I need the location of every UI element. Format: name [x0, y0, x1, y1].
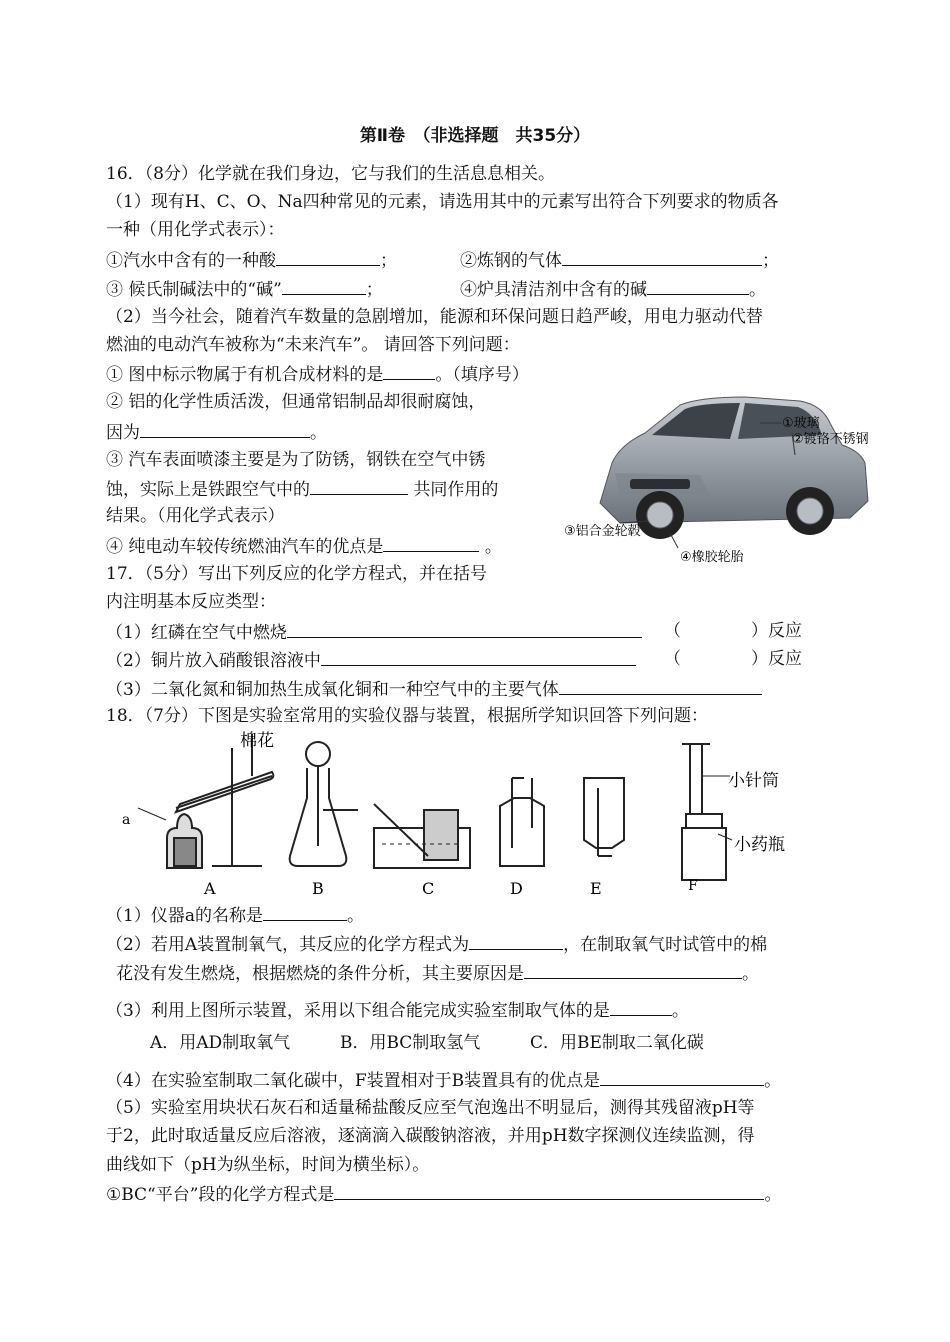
q16-item3: ③ 候氏制碱法中的“碱” ； — [106, 277, 383, 301]
q17-line2: 内注明基本反应类型： — [106, 592, 276, 612]
q18-part3: （3）利用上图所示装置，采用以下组合能完成实验室制取气体的是 。 — [106, 998, 689, 1022]
q16-part2-line1: （2）当今社会，随着汽车数量的急剧增加，能源和环保问题日趋严峻，用电力驱动代替 — [106, 307, 763, 327]
label-E: E — [590, 879, 602, 898]
answer-blank[interactable] — [610, 998, 672, 1016]
car-label-tire: ④橡胶轮胎 — [680, 550, 744, 565]
q16-sub4: ④ 纯电动车较传统燃油汽车的优点是 。 — [106, 534, 502, 558]
answer-blank[interactable] — [383, 534, 479, 552]
answer-blank[interactable] — [282, 277, 366, 295]
apparatus-figure — [112, 728, 832, 900]
answer-blank[interactable] — [524, 961, 742, 979]
answer-blank[interactable] — [383, 362, 435, 380]
q17-type2: （ ）反应 — [664, 649, 802, 669]
q18-part5-sub1: ①BC“平台”段的化学方程式是 。 — [106, 1182, 781, 1206]
q18-part5-line3: 曲线如下（pH为纵坐标，时间为横坐标）。 — [106, 1155, 430, 1175]
answer-blank[interactable] — [321, 648, 636, 666]
q16-sub2-line1: ② 铝的化学性质活泼，但通常铝制品却很耐腐蚀， — [106, 392, 486, 412]
q16-sub3-line3: 结果。（用化学式表示） — [106, 506, 285, 526]
q16-item4: ④炉具清洁剂中含有的碱 。 — [460, 277, 766, 301]
q16-sub3-line1: ③ 汽车表面喷漆主要是为了防锈，钢铁在空气中锈 — [106, 450, 486, 470]
label-C: C — [422, 879, 435, 898]
answer-blank[interactable] — [600, 1068, 764, 1086]
q18-part4: （4）在实验室制取二氧化碳中，F装置相对于B装置具有的优点是 。 — [106, 1068, 781, 1092]
answer-blank[interactable] — [562, 248, 762, 266]
q18-part2-line2: 花没有发生燃烧，根据燃烧的条件分析，其主要原因是 。 — [116, 961, 759, 985]
q16-sub3-line2: 蚀，实际上是铁跟空气中的 共同作用的 — [106, 477, 498, 501]
q18-part5-line1: （5）实验室用块状石灰石和适量稀盐酸反应至气泡逸出不明显后，测得其残留液pH等 — [106, 1098, 755, 1118]
answer-blank[interactable] — [140, 420, 310, 438]
label-a: a — [122, 812, 131, 828]
q17-reaction1: （1）红磷在空气中燃烧 — [106, 620, 642, 644]
car-label-wheel: ③铝合金轮毂 — [564, 524, 641, 539]
q16-stem: 16．（8分）化学就在我们身边，它与我们的生活息息相关。 — [106, 164, 555, 184]
answer-blank[interactable] — [276, 248, 380, 266]
car-figure — [560, 383, 900, 568]
q16-part1-line2: 一种（用化学式表示）： — [106, 220, 285, 240]
q17-reaction3: （3）二氧化氮和铜加热生成氧化铜和一种空气中的主要气体 — [106, 677, 762, 701]
answer-blank[interactable] — [334, 1182, 764, 1200]
q17-type1: （ ）反应 — [664, 621, 802, 641]
label-F: F — [688, 878, 698, 894]
label-cotton: 棉花 — [240, 731, 274, 751]
label-D: D — [510, 879, 523, 898]
answer-blank[interactable] — [287, 620, 642, 638]
q16-sub2-line2: 因为 。 — [106, 420, 327, 444]
car-label-glass: ①玻璃 — [782, 416, 820, 431]
answer-blank[interactable] — [647, 277, 749, 295]
label-B: B — [312, 879, 324, 898]
q18-option-a[interactable]: A．用AD制取氧气 — [150, 1033, 291, 1053]
q18-option-c[interactable]: C．用BE制取二氧化碳 — [530, 1033, 704, 1053]
answer-blank[interactable] — [263, 903, 347, 921]
q16-sub1: ① 图中标示物属于有机合成材料的是 。（填序号） — [106, 362, 529, 386]
label-A: A — [204, 879, 216, 898]
q16-part1-line1: （1）现有H、C、O、Na四种常见的元素，请选用其中的元素写出符合下列要求的物质各 — [106, 192, 779, 212]
answer-blank[interactable] — [310, 477, 408, 495]
car-label-chrome: ②镀铬不锈钢 — [792, 432, 869, 447]
section-title: 第Ⅱ卷 （非选择题 共35分） — [359, 126, 591, 146]
label-vial: 小药瓶 — [734, 835, 785, 855]
answer-blank[interactable] — [469, 932, 563, 950]
q18-stem: 18．（7分）下图是实验室常用的实验仪器与装置，根据所学知识回答下列问题： — [106, 706, 708, 726]
q16-part2-line2: 燃油的电动汽车被称为“未来汽车”。 请回答下列问题： — [106, 335, 520, 355]
label-syringe: 小针筒 — [728, 771, 779, 791]
answer-blank[interactable] — [559, 677, 762, 695]
q18-part2-line1: （2）若用A装置制氧气，其反应的化学方程式为 ，在制取氧气时试管中的棉 — [106, 932, 767, 956]
q17-line1: 17．（5分）写出下列反应的化学方程式，并在括号 — [106, 564, 487, 584]
q16-item1: ①汽水中含有的一种酸 ； — [106, 248, 397, 272]
q16-item2: ②炼钢的气体 ； — [460, 248, 779, 272]
q18-part1: （1）仪器a的名称是 。 — [106, 903, 364, 927]
q18-part5-line2: 于2，此时取适量反应后溶液，逐滴滴入碳酸钠溶液，并用pH数字探测仪连续监测，得 — [106, 1126, 755, 1146]
q17-reaction2: （2）铜片放入硝酸银溶液中 — [106, 648, 636, 672]
q18-option-b[interactable]: B．用BC制取氢气 — [340, 1033, 481, 1053]
